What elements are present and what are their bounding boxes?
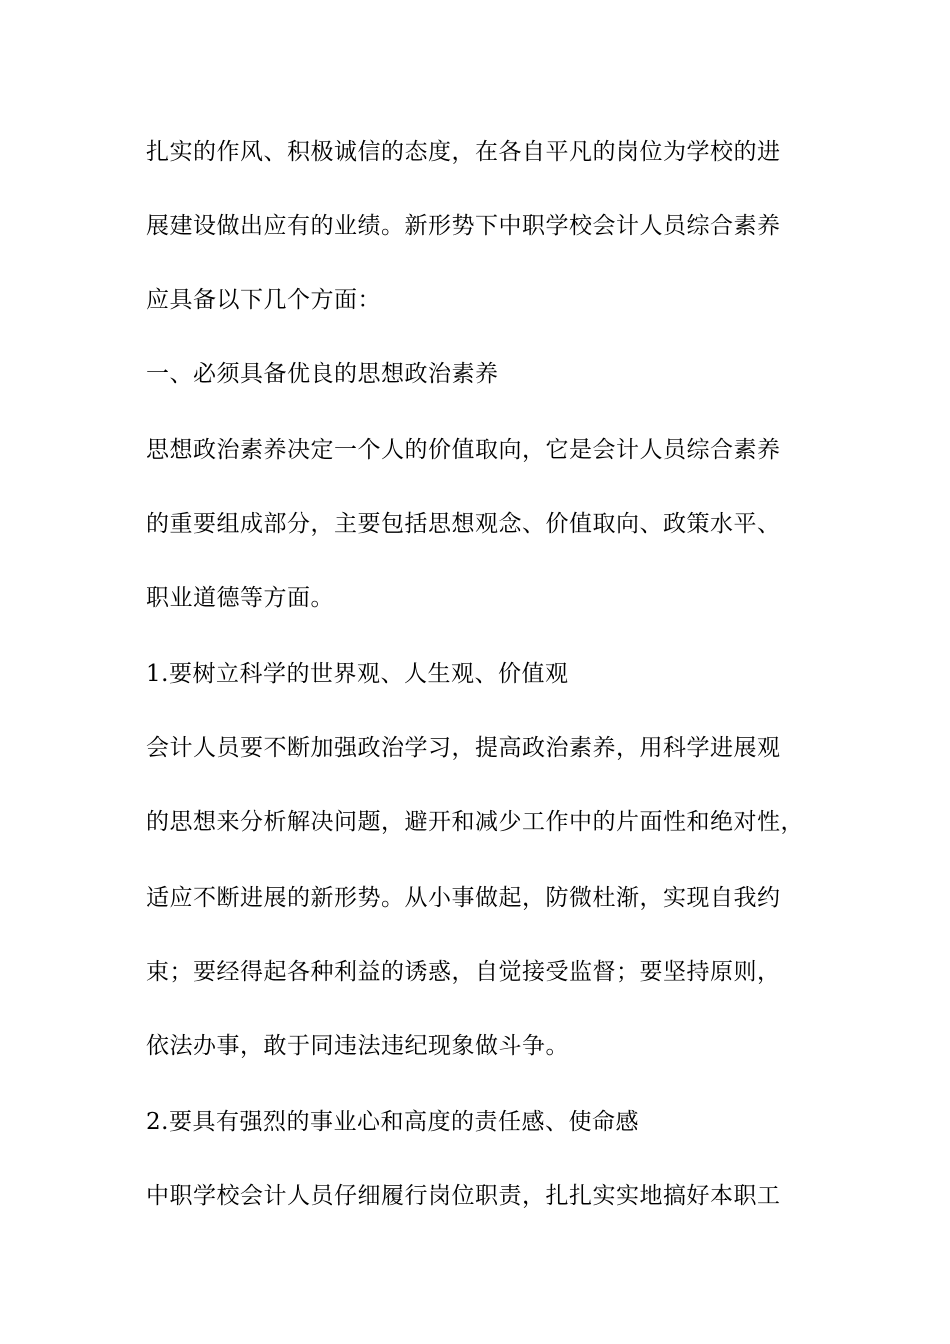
paragraph-line: 应具备以下几个方面： <box>146 287 381 313</box>
paragraph-line: 适应不断进展的新形势。从小事做起，防微杜渐，实现自我约 <box>146 885 781 911</box>
paragraph-line: 扎实的作风、积极诚信的态度，在各自平凡的岗位为学校的进 <box>146 139 781 165</box>
paragraph-line: 束；要经得起各种利益的诱惑，自觉接受监督；要坚持原则， <box>146 959 781 985</box>
paragraph-line: 展建设做出应有的业绩。新形势下中职学校会计人员综合素养 <box>146 213 781 239</box>
paragraph-line: 思想政治素养决定一个人的价值取向，它是会计人员综合素养 <box>146 437 781 463</box>
subsection-heading: 1.要树立科学的世界观、人生观、价值观 <box>146 661 569 687</box>
section-heading: 一、必须具备优良的思想政治素养 <box>146 361 499 387</box>
paragraph-line: 的重要组成部分，主要包括思想观念、价值取向、政策水平、 <box>146 511 781 537</box>
paragraph-line: 中职学校会计人员仔细履行岗位职责，扎扎实实地搞好本职工 <box>146 1183 781 1209</box>
paragraph-line: 职业道德等方面。 <box>146 585 334 611</box>
paragraph-line: 依法办事，敢于同违法违纪现象做斗争。 <box>146 1033 569 1059</box>
subsection-heading: 2.要具有强烈的事业心和高度的责任感、使命感 <box>146 1109 639 1135</box>
paragraph-line: 的思想来分析解决问题，避开和减少工作中的片面性和绝对性， <box>146 809 804 835</box>
paragraph-line: 会计人员要不断加强政治学习，提高政治素养，用科学进展观 <box>146 735 781 761</box>
